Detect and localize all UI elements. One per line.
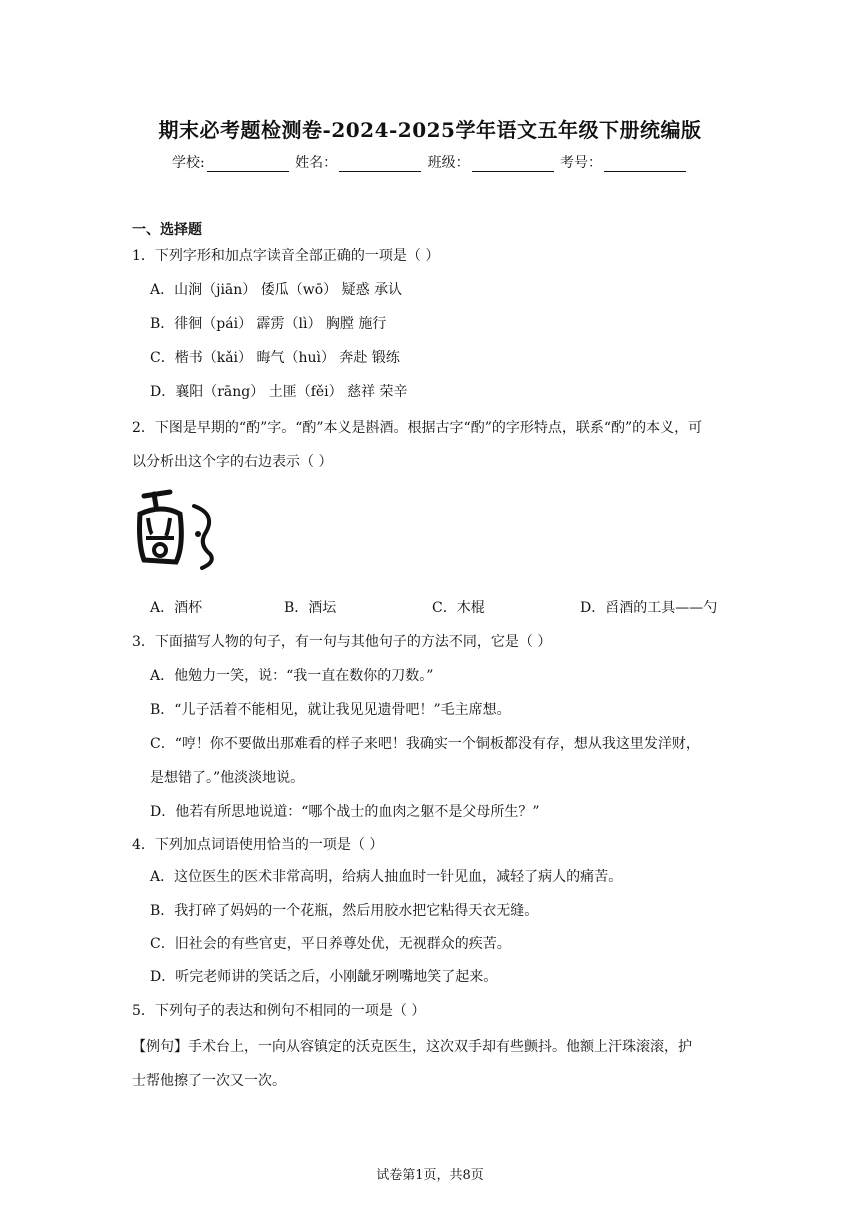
question-5-example-line-2: 士帮他擦了一次又一次。	[132, 1073, 286, 1089]
question-4-option-c: C．旧社会的有些官吏，平日养尊处优，无视群众的疾苦。	[150, 936, 511, 952]
school-label: 学校:	[171, 155, 205, 171]
question-1-option-a: A．山涧（jiān） 倭瓜（wō） 疑惑 承认	[150, 282, 403, 298]
question-5-stem: 5．下列句子的表达和例句不相同的一项是（ ）	[132, 1003, 426, 1019]
question-1-option-d: D．襄阳（rāng） 土匪（fěi） 慈祥 荣辛	[150, 384, 408, 400]
question-4-option-d: D．听完老师讲的笑话之后，小刚龇牙咧嘴地笑了起来。	[150, 969, 498, 985]
class-label: 班级：	[427, 155, 470, 171]
student-info-line	[0, 152, 860, 172]
question-2-option-a: A．酒杯	[150, 600, 203, 616]
name-label: 姓名：	[295, 155, 338, 171]
exam-number-label: 考号：	[560, 155, 603, 171]
question-3-stem: 3．下面描写人物的句子，有一句与其他句子的方法不同，它是（ ）	[132, 634, 552, 650]
question-1-stem: 1．下列字形和加点字读音全部正确的一项是（ ）	[132, 248, 440, 264]
section-heading: 一、选择题	[132, 222, 202, 238]
question-3-option-d: D．他若有所思地说道：“哪个战士的血肉之躯不是父母所生？”	[150, 804, 540, 820]
page-title: 期末必考题检测卷-2024-2025学年语文五年级下册统编版	[158, 118, 702, 142]
question-4-option-b: B．我打碎了妈妈的一个花瓶，然后用胶水把它粘得天衣无缝。	[150, 903, 539, 919]
question-2-stem-line-2: 以分析出这个字的右边表示（ ）	[132, 454, 333, 470]
class-blank[interactable]	[472, 157, 554, 172]
school-blank[interactable]	[207, 157, 289, 172]
question-2-option-d: D．舀酒的工具——勺	[580, 600, 718, 616]
question-3-option-c-line-1: C．“哼！你不要做出那难看的样子来吧！我确实一个铜板都没有存，想从我这里发洋财，	[150, 736, 700, 752]
question-5-example-line-1: 【例句】手术台上，一向从容镇定的沃克医生，这次双手却有些颤抖。他额上汗珠滚滚，护	[132, 1039, 692, 1055]
page-footer: 试卷第1页，共8页	[376, 1168, 484, 1183]
question-2-option-b: B．酒坛	[284, 600, 337, 616]
question-1-option-b: B．徘徊（pái） 霹雳（lì） 胸膛 施行	[150, 316, 387, 332]
exam-number-blank[interactable]	[604, 157, 686, 172]
name-blank[interactable]	[339, 157, 421, 172]
question-2-option-c: C．木棍	[432, 600, 485, 616]
question-3-option-b: B．“儿子活着不能相见，就让我见见遗骨吧！”毛主席想。	[150, 702, 511, 718]
question-3-option-c-line-2: 是想错了。”他淡淡地说。	[150, 770, 305, 786]
ancient-zhuo-character-image	[132, 484, 222, 574]
question-1-option-c: C．楷书（kǎi） 晦气（huì） 奔赴 锻练	[150, 350, 400, 366]
question-4-option-a: A．这位医生的医术非常高明，给病人抽血时一针见血，减轻了病人的痛苦。	[150, 869, 623, 885]
question-3-option-a: A．他勉力一笑，说：“我一直在数你的刀数。”	[150, 668, 434, 684]
question-2-stem-line-1: 2．下图是早期的“酌”字。“酌”本义是斟酒。根据古字“酌”的字形特点，联系“酌”的本义，可	[132, 420, 703, 436]
question-4-stem: 4．下列加点词语使用恰当的一项是（ ）	[132, 837, 384, 853]
